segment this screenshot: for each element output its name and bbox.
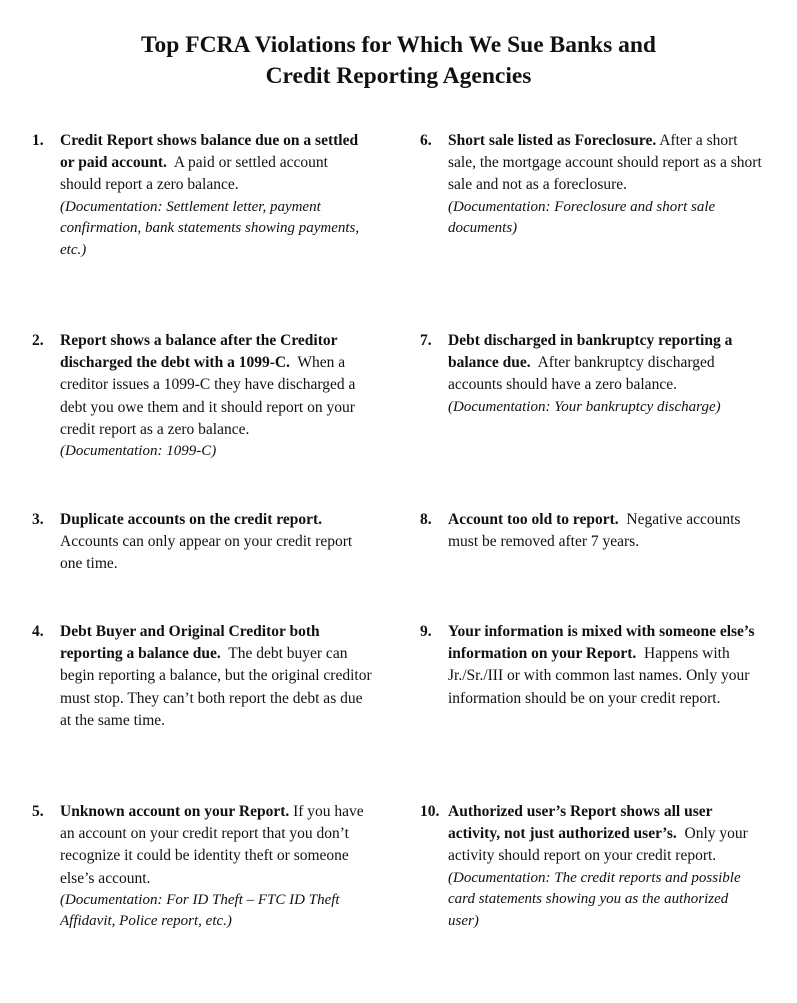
item-heading: Duplicate accounts on the credit report. xyxy=(60,511,323,528)
item-number: 6. xyxy=(420,132,432,149)
item-documentation: (Documentation: 1099-C) xyxy=(60,443,217,460)
item-heading: Report shows a balance after the Creditor discharged the debt with a 1099-C. xyxy=(60,332,338,372)
item-text: When a creditor issues a 1099-C they have discharged a debt you owe them and it should report on your credit report as a zero balance. xyxy=(60,354,356,438)
item-text: Negative accounts must be removed after 7 years. xyxy=(448,511,741,551)
item-documentation: (Documentation: Foreclosure and short sale documents) xyxy=(448,198,716,237)
violation-item-3 xyxy=(32,509,372,576)
item-text: If you have an account on your credit report that you don’t recognize it could be identity theft or someone else’s account. xyxy=(60,803,364,887)
item-documentation: (Documentation: The credit reports and possible card statements showing you as the authorized user) xyxy=(448,869,741,929)
item-heading: Authorized user’s Report shows all user activity, not just authorized user’s. xyxy=(448,803,713,843)
title-line-2: Credit Reporting Agencies xyxy=(265,63,532,89)
title-line-1: Top FCRA Violations for Which We Sue Banks and xyxy=(141,32,656,58)
violation-item-10 xyxy=(420,801,762,932)
violation-item-7 xyxy=(420,330,762,418)
item-number: 2. xyxy=(32,332,44,349)
page-title xyxy=(0,30,797,92)
item-heading: Credit Report shows balance due on a settled or paid account. xyxy=(60,132,359,172)
item-text: A paid or settled account should report a zero balance. xyxy=(60,154,328,194)
item-number: 4. xyxy=(32,623,44,640)
item-text: The debt buyer can begin reporting a balance, but the original creditor must stop. They can’t both report the debt as due at the same time. xyxy=(60,645,372,729)
item-heading: Your information is mixed with someone else’s information on your Report. xyxy=(448,623,755,663)
item-number: 5. xyxy=(32,803,44,820)
violation-item-8 xyxy=(420,509,762,553)
violation-item-4 xyxy=(32,621,372,732)
violation-item-2 xyxy=(32,330,372,463)
item-text: After a short sale, the mortgage account should report as a short sale and not as a foreclosure. xyxy=(448,132,762,194)
violation-item-9 xyxy=(420,621,762,710)
item-documentation: (Documentation: For ID Theft – FTC ID Theft Affidavit, Police report, etc.) xyxy=(60,891,340,930)
item-number: 1. xyxy=(32,132,44,149)
violation-item-5 xyxy=(32,801,372,933)
item-heading: Debt discharged in bankruptcy reporting a balance due. xyxy=(448,332,733,372)
item-number: 8. xyxy=(420,511,432,528)
item-text: After bankruptcy discharged accounts should have a zero balance. xyxy=(448,354,715,394)
item-documentation: (Documentation: Settlement letter, payment confirmation, bank statements showing payments, etc.) xyxy=(60,198,360,258)
item-text: Accounts can only appear on your credit report one time. xyxy=(60,533,353,573)
item-heading: Account too old to report. xyxy=(448,511,619,528)
item-heading: Short sale listed as Foreclosure. xyxy=(448,132,657,149)
item-heading: Debt Buyer and Original Creditor both reporting a balance due. xyxy=(60,623,320,663)
item-documentation: (Documentation: Your bankruptcy discharge) xyxy=(448,398,721,415)
item-number: 3. xyxy=(32,511,44,528)
item-number: 10. xyxy=(420,803,440,820)
item-number: 9. xyxy=(420,623,432,640)
violation-item-1 xyxy=(32,130,372,261)
item-heading: Unknown account on your Report. xyxy=(60,803,290,820)
item-text: Happens with Jr./Sr./III or with common last names. Only your information should be on your credit report. xyxy=(448,645,750,707)
item-number: 7. xyxy=(420,332,432,349)
item-text: Only your activity should report on your credit report. xyxy=(448,825,748,865)
violation-item-6 xyxy=(420,130,762,240)
